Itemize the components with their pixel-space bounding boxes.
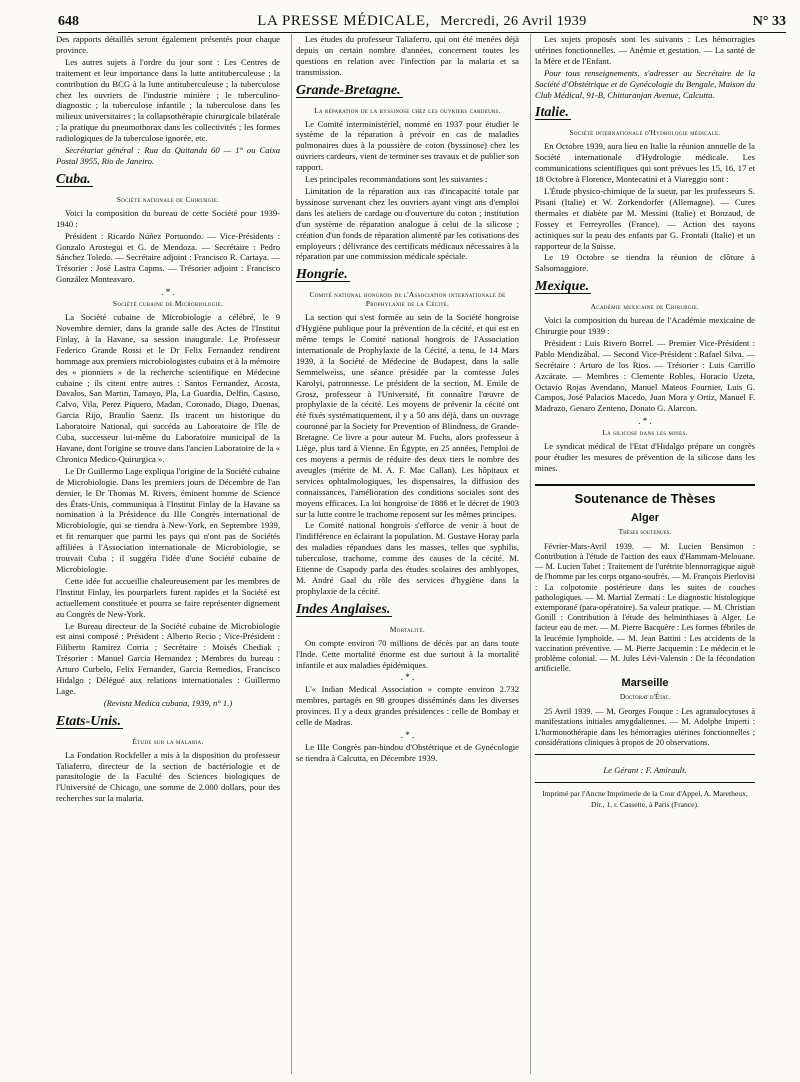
subsection-heading: Société nationale de Chirurgie. xyxy=(116,194,220,204)
paragraph: Des rapports détaillés seront également présentés pour chaque province. xyxy=(56,34,280,55)
paragraph: Les principales recommandations sont les suivantes : xyxy=(305,174,488,185)
theses-subheading: Thèses soutenues. xyxy=(618,526,672,536)
subsection-heading: Mortalité. xyxy=(389,624,426,634)
paragraph: Pour tous renseignements, s'adresser au Secrétaire de la Société d'Obstétrique et de Gynécologie du Bengale, Maison du Club Médical, 91-B, Chittaranjan Avenue, Calcutta. xyxy=(535,67,755,100)
section-title-great-britain: Grande-Bretagne. xyxy=(296,82,401,98)
printer-imprint: Imprimé par l'Ancne Imprimerie de la Cour d'Appel, A. Maretheux, Dir., 1, r. Cassette, à Paris (France). xyxy=(542,788,748,809)
paragraph: En Octobre 1939, aura lieu en Italie la réunion annuelle de la Société internationale d'Hydrologie médicale. Les communications scientifiques qui sont prévues les 15, 16, 17 et 18 Octobre à Florence, Montecatini et à Viareggio sont : xyxy=(535,141,755,185)
section-title-usa: Etats-Unis. xyxy=(56,713,121,729)
paragraph: Les études du professeur Taliaferro, qui ont été menées déjà depuis un certain nombre d'années, concernent toutes les questions en relation avec l'infection par la malaria et sa transmission. xyxy=(296,34,519,77)
paragraph: La Société cubaine de Microbiologie a célébré, le 9 Novembre dernier, dans la grande salle des Actes de l'Institut Finlay, à la Havane, sa session inaugurale. Le Professeur Federico Grande Rossi et le Dr Felix Fernandez rendirent hommage aux premiers microbiologistes cubains et à la mémoire des « pionniers » de la recherche scientifique en Médecine cubaine ; ils citent entre autres : Santos Fernandez, Acosta, Davalos, San Martin, Tamayo, Pla, La Guardia, Delfin, Casuso, Calvo, Vila, Perez Piquero, Madan, Coronado, Diago, Duenas, Garcia Rijo, Braulio Saenz. Ils tracent un historique du Laboratoire National, qui succéda au Laboratoire de l'île de Cuba, successeur lui-même du Laboratoire municipal de la Havane, dont l'origine se trouve dans l'ancien Laboratoire de la « Chronica Medico-Quirurgica ». xyxy=(56,312,280,464)
paragraph: Voici la composition du bureau de cette Société pour 1939-1940 : xyxy=(56,207,280,229)
separator-dots: . * . xyxy=(400,672,415,683)
theses-section-title: Soutenance de Thèses xyxy=(574,491,716,506)
paragraph: L'« Indian Medical Association » compte environ 2.732 membres, partagés en 98 groupes disséminés dans les diverses provinces. Il y a deux grandes présidences : celle de Bombay et celle de Madras. xyxy=(296,684,519,728)
paragraph: Le Dr Guillermo Lage expliqua l'origine de la Société cubaine de Microbiologie. Dans les premiers jours de Décembre de l'an dernier, le Dr Thomas M. Rivers, éminent homme de Science des États-Unis, communiqua à l'Institut Finlay de la Havane sa nomination à la Présidence du IIIe Congrès international de Microbiologie, qui se tiendra à New-York, en Septembre 1939, et fit remarquer que parmi les pays qui n'ont pas de Sociétés affiliées à l'Association internationale de Microbiologie, se trouvait Cuba ; il suggéra l'idée d'une Société cubaine de Microbiologie. xyxy=(56,465,280,574)
paragraph: L'Étude physico-chimique de la sueur, par les professeurs S. Pisani (Italie) et W. Zorkendorfer (Allemagne). — Cures thermales et diabète par M. Messini (Italie) et Bonzaud, de Fossey et Ferreyrolles (France). — Action des rayons actiniques sur la peau des enfants par G. Frontali (Italie) et un rapporteur de la Suisse. xyxy=(535,185,755,251)
theses-list: 25 Avril 1939. — M. Georges Fouque : Les agranulocytoses à manifestations initiales amygdaliennes. — M. Adolphe Imperti : L'hormonothérapie dans les hémorragies utérines fonctionnelles ; considérations cliniques à propos de 20 observations. xyxy=(535,707,755,747)
source-citation: (Revista Medica cubana, 1939, n° 1.) xyxy=(103,697,233,708)
paragraph: Le Comité interministériel, nommé en 1937 pour étudier le système de la réparation à prévoir en cas de maladies pulmonaires dues à la poussière de coton (byssinose) chez les ouvriers cardeurs, vient de terminer ses travaux et de publier son rapport. xyxy=(296,118,519,173)
paragraph: Les autres sujets à l'ordre du jour sont : Les Centres de traitement et leur importance dans la lutte antituberculeuse ; la contribution du BCG à la lutte antituberculeuse ; la tuberculose chez les ouvriers de l'industrie minière ; le tuberculino-diagnostic ; la tuberculose infantile ; la tuberculose dans les milieux universitaires ; la collapsothérapie chirurgicale bilatérale ; la pratique du pneumothorax dans les collectivités ; les formes radiologiques de la tuberculose ignorée, etc. xyxy=(56,56,280,144)
page-header xyxy=(58,4,786,33)
theses-list: Février-Mars-Avril 1939. — M. Lucien Bensimon : Contribution à l'étude de l'action des eaux d'Hammam-Melouane. — M. Lucien Tabet : Traitement de l'urétrite blennorragique aiguë de l'homme par les corps organo-soufrés. — M. François Pierlovisi : La colpotomie postérieure dans les suites de couches pathologiques. — M. Martial Zermati : Le diagnostic histologique extemporané (para-opératoire). Sa valeur pratique. — M. Christian Gonill : Contribution à l'étude des helminthiases à Alger. Le facteur eau de mer. — M. Pierre Bacquère : Les formes fébriles de la leucémie lymphoïde. — M. Jean Battini : Les accidents de la vaccination préventive. — M. Pierre Jacquemin : Le médecin et le problème colonial. — M. Jules Lévi-Valensin : De la fécondation artificielle. xyxy=(535,541,755,674)
subsection-heading: Comité national hongrois de l'Association internationale de Prophylaxie de la Cécité. xyxy=(309,290,506,309)
column-3 xyxy=(530,34,755,1074)
paragraph: Président : Ricardo Núñez Portuondo. — Vice-Présidents : Gonzalo Arostegui et G. de Mendoza. — Secrétaire : Pedro Sánchez Toledo. — Secrétaire adjoint : Francisco R. Cartaya. — Trésorier : José Lastra Capms. — Trésorier adjoint : Francisco González Monteavaro. xyxy=(56,230,280,285)
paragraph: Les sujets proposés sont les suivants : Les hémorragies utérines fonctionnelles. — Anémie et gestation. — La santé de la Mère et de l'Enfant. xyxy=(535,34,755,66)
journal-masthead xyxy=(118,13,726,30)
city-heading-marseille: Marseille xyxy=(621,677,669,690)
section-title-italy: Italie. xyxy=(535,105,569,121)
paragraph: Le Bureau directeur de la Société cubaine de Microbiologie est ainsi composé : Président : Alberto Recio ; Vice-Président : Filiberto Ramirez Corria ; Secrétaire : Moisés Chediak ; Trésorier : Manuel Garcia Hernandez ; Membres du bureau : Arturo Curbelo, Felix Fernandez, Garcia Remedios, Francisco Hidalgo ; Délégué aux relations internationales : Guillermo Lage. xyxy=(56,620,280,696)
theses-subheading: Doctorat d'État. xyxy=(619,692,671,702)
subsection-heading: La silicose dans les mines. xyxy=(602,428,688,438)
subsection-heading: Société internationale d'Hydrologie médicale. xyxy=(569,128,721,138)
issue-number: N° 33 xyxy=(752,14,786,29)
paragraph: Le syndicat médical de l'Etat d'Hidalgo prépare un congrès pour étudier les mesures de prévention de la silicose dans les mines. xyxy=(535,441,755,474)
city-heading-alger: Alger xyxy=(630,511,660,524)
section-title-cuba: Cuba. xyxy=(56,171,91,187)
paragraph: Cette idée fut accueillie chaleureusement par les membres de l'Institut Finlay, les pourparlers furent rapides et la Société est actuellement constituée et pourra se faire représenter dignement au Congrès de New-York. xyxy=(56,575,280,619)
subsection-heading: La réparation de la byssinose chez les ouvriers cardeurs. xyxy=(314,105,501,115)
paragraph: La Fondation Rockfeller a mis à la disposition du professeur Taliaferro, directeur de la section de bactériologie et de parasitologie de la Faculté des Sciences biologiques de l'Université de Chicago, une somme de 2.000 dollars, pour des recherches sur la malaria. xyxy=(56,749,280,804)
paragraph: Voici la composition du bureau de l'Académie mexicaine de Chirurgie pour 1939 : xyxy=(535,315,755,337)
section-title-british-india: Indes Anglaises. xyxy=(296,601,391,617)
page-number: 648 xyxy=(58,14,79,29)
divider xyxy=(535,782,755,783)
issue-date: Mercredi, 26 Avril 1939 xyxy=(440,14,587,29)
journal-name: LA PRESSE MÉDICALE, xyxy=(257,13,430,29)
paragraph: Secrétariat général : Rua da Quitanda 60 — 1° ou Caixa Postal 3955, Rio de Janeiro. xyxy=(56,145,280,166)
divider xyxy=(535,754,755,755)
column-1 xyxy=(56,34,280,1074)
paragraph: Le IIIe Congrès pan-hindou d'Obstétrique et de Gynécologie se tiendra à Calcutta, en Décembre 1939. xyxy=(296,742,519,763)
subsection-heading: Étude sur la malaria. xyxy=(132,736,204,746)
paragraph: Limitation de la réparation aux cas d'incapacité totale par byssinose survenant chez les ouvriers ayant vingt ans d'emploi dans les ateliers de cardage ou d'ouverture du coton ; institution d'un système de réparation analogue à celui de la silicose ; création d'un fonds de réparation alimenté par les cotisations des employeurs ; délivrance des certificats médicaux nécessaires à la réparation par une commission médicale spéciale. xyxy=(296,185,519,262)
section-title-mexico: Mexique. xyxy=(535,279,590,295)
paragraph: Le Comité national hongrois s'efforce de venir à bout de l'indifférence en éclairant la population. M. Gustave Horay parla des maladies répandues dans les masses, telles que syphilis, tuberculose, trachome, comme des causes de la cécité. M. Etienne de Csapody parla des études scolaires des amblyopes, M. André Gaal du rôle des services d'hygiène dans la prophylaxie de la cécité. xyxy=(296,520,519,596)
separator-dots: . * . xyxy=(161,287,175,298)
gerant-line: Le Gérant : F. Amirault. xyxy=(603,764,687,775)
subsection-heading: Société cubaine de Microbiologie. xyxy=(112,299,224,309)
subsection-heading: Académie mexicaine de Chirurgie. xyxy=(590,302,700,312)
paragraph: Président : Luis Rivero Borrel. — Premier Vice-Président : Pablo Mendizábal. — Second Vice-Président : Rafael Silva. — Secrétaire : Arturo de los Rios. — Trésorier : Luis Carrillo Azcárate. — Membres : Clemente Robles, Horacio Uzeta, Octavio Rojas Avendano, Manuel Mateos Fournier, Luis G. Campos, José Palacios Macedo, Juan Mora y Ortiz, Manuel F. Madrazo, Genaro Zenteno, Donato G. Alarcon. xyxy=(535,337,755,414)
paragraph: Le 19 Octobre se tiendra la réunion de clôture à Salsomaggiore. xyxy=(535,252,755,274)
paragraph: La section qui s'est formée au sein de la Société hongroise d'Hygiène publique pour la prévention de la cécité, et qui est en même temps le Comité national hongrois de l'Association internationale de Prophylaxie de la Cécité, a tenu, le 14 Mars 1939, à la Société de Médecine de Budapest, dans la salle Semmelweiss, une séance présidée par la comtesse Jules Karolyi, patronnesse. Le président de la section, M. Emile de Grosz, professeur à l'Université, fit connaître l'œuvre de prophylaxie de la cécité. Les moyens de prévenir la cécité ont été fixés systématiquement, il y a 50 ans déjà, dans un ouvrage couronné par la Society for Prevention of Blindness, de Grande-Bretagne. Ce livre a pour auteur M. Fuchs, alors professeur à Liège, plus tard à Vienne. En Égypte, en 25 années, l'emploi de ces moyens a permis de réduire des deux tiers le nombre des aveugles (mérite de M. A. F. Mac Callan). Les hôpitaux et services ophtalmologiques, les dispensaires, la diffusion des connaissances, l'amélioration des conditions sociales sont des moyens efficaces. La loi hongroise de 1886 et le décret de 1903 sur la lutte contre le trachome reposent sur les mêmes principes. xyxy=(296,312,519,519)
section-title-hungary: Hongrie. xyxy=(296,267,348,283)
section-divider xyxy=(535,484,755,486)
separator-dots: . * . xyxy=(638,416,652,427)
column-2 xyxy=(291,34,519,1074)
separator-dots: . * . xyxy=(400,730,415,741)
paragraph: On compte environ 70 millions de décès par an dans toute l'Inde. Cette mortalité énorme est due surtout à la mortalité infantile et aux maladies épidémiques. xyxy=(296,637,519,670)
